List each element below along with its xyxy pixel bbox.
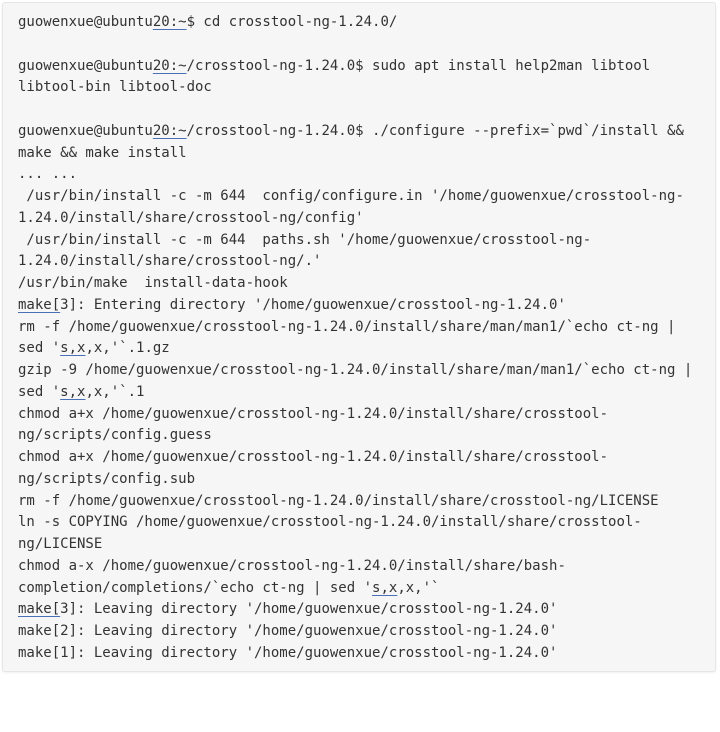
terminal-text: gzip -9 /home/guowenxue/crosstool-ng-1.24.0/install/share/man/man1/`echo ct-ng |: [18, 362, 693, 378]
terminal-line: [18, 512, 715, 534]
terminal-text: $ cd crosstool-ng-1.24.0/: [186, 14, 398, 30]
terminal-line: [18, 12, 715, 34]
terminal-text: ng/scripts/config.sub: [18, 470, 196, 487]
terminal-line: [18, 251, 715, 273]
terminal-line: [18, 360, 715, 382]
terminal-text: guowenxue@ubuntu: [18, 57, 153, 74]
terminal-line: [18, 491, 715, 513]
terminal-line: [18, 121, 715, 143]
terminal-line: [18, 338, 715, 360]
terminal-text: libtool-bin libtool-doc: [18, 79, 212, 96]
terminal-line: [18, 404, 715, 426]
terminal-line: [18, 382, 715, 404]
terminal-line: [18, 295, 715, 317]
terminal-line: [18, 621, 715, 643]
spellcheck-underlined-text: 20:~: [152, 14, 187, 30]
terminal-text: ln -s COPYING /home/guowenxue/crosstool-ng-1.24.0/install/share/crosstool-: [18, 514, 642, 531]
terminal-text: ng/scripts/config.guess: [18, 427, 212, 444]
terminal-text: guowenxue@ubuntu: [18, 14, 153, 30]
terminal-line: [18, 578, 715, 600]
terminal-line: [18, 643, 715, 665]
terminal-text: chmod a+x /home/guowenxue/crosstool-ng-1.24.0/install/share/crosstool-: [18, 449, 609, 465]
spellcheck-underlined-text: s,x: [60, 383, 86, 400]
terminal-line: [18, 77, 715, 99]
terminal-text: rm -f /home/guowenxue/crosstool-ng-1.24.0/install/share/man/man1/`echo ct-ng |: [18, 318, 676, 335]
terminal-text: ... ...: [18, 166, 78, 183]
terminal-line: [18, 425, 715, 447]
terminal-text: /crosstool-ng-1.24.0$ sudo apt install help2man libtool: [186, 57, 651, 74]
terminal-text: /usr/bin/make install-data-hook: [18, 275, 288, 291]
terminal-text: /usr/bin/install -c -m 644 config/configure.in '/home/guowenxue/crosstool-ng-: [18, 188, 684, 204]
terminal-text: rm -f /home/guowenxue/crosstool-ng-1.24.0/install/share/crosstool-ng/LICENSE: [18, 492, 659, 509]
spellcheck-underlined-text: 20:~: [152, 57, 187, 74]
terminal-line: [18, 556, 715, 578]
terminal-text: ,x,'`.1.gz: [85, 340, 170, 357]
terminal-line: [18, 186, 715, 208]
terminal-text: make[1]: Leaving directory '/home/guowenxue/crosstool-ng-1.24.0': [18, 644, 558, 661]
terminal-line: [18, 447, 715, 469]
terminal-text: ng/LICENSE: [18, 536, 103, 552]
terminal-text: chmod a+x /home/guowenxue/crosstool-ng-1.24.0/install/share/crosstool-: [18, 405, 609, 422]
spellcheck-underlined-text: s,x: [372, 579, 398, 596]
terminal-line: [18, 99, 715, 121]
terminal-text: /usr/bin/install -c -m 644 paths.sh '/home/guowenxue/crosstool-ng-: [18, 231, 592, 248]
terminal-text: /crosstool-ng-1.24.0$ ./configure --prefix=`pwd`/install &&: [186, 122, 684, 139]
terminal-line: [18, 34, 715, 56]
terminal-line: [18, 230, 715, 252]
spellcheck-underlined-text: make[: [18, 601, 61, 618]
terminal-text: make && make install: [18, 144, 187, 161]
terminal-text: sed ': [18, 383, 61, 400]
terminal-text: ,x,'`: [397, 579, 440, 596]
terminal-line: [18, 56, 715, 78]
terminal-line: [18, 273, 715, 295]
terminal-line: [18, 534, 715, 556]
terminal-text: completion/completions/`echo ct-ng | sed ': [18, 579, 373, 596]
terminal-text: chmod a-x /home/guowenxue/crosstool-ng-1.24.0/install/share/bash-: [18, 557, 566, 574]
terminal-line: [18, 208, 715, 230]
terminal-text: guowenxue@ubuntu: [18, 122, 153, 139]
terminal-line: [18, 599, 715, 621]
terminal-text: 1.24.0/install/share/crosstool-ng/.': [18, 253, 322, 270]
terminal-text: sed ': [18, 340, 61, 357]
terminal-line: [18, 317, 715, 339]
spellcheck-underlined-text: 20:~: [152, 122, 187, 139]
terminal-line: [18, 469, 715, 491]
terminal-text: 3]: Leaving directory '/home/guowenxue/crosstool-ng-1.24.0': [60, 601, 558, 618]
terminal-line: [18, 143, 715, 165]
terminal-text: ,x,'`.1: [85, 383, 145, 400]
terminal-text: make[2]: Leaving directory '/home/guowenxue/crosstool-ng-1.24.0': [18, 623, 558, 639]
terminal-text: 1.24.0/install/share/crosstool-ng/config': [18, 209, 364, 226]
spellcheck-underlined-text: s,x: [60, 340, 86, 357]
terminal-line: [18, 164, 715, 186]
terminal-output-code-block: [2, 2, 716, 672]
terminal-text: 3]: Entering directory '/home/guowenxue/crosstool-ng-1.24.0': [60, 296, 566, 313]
spellcheck-underlined-text: make[: [18, 296, 61, 313]
